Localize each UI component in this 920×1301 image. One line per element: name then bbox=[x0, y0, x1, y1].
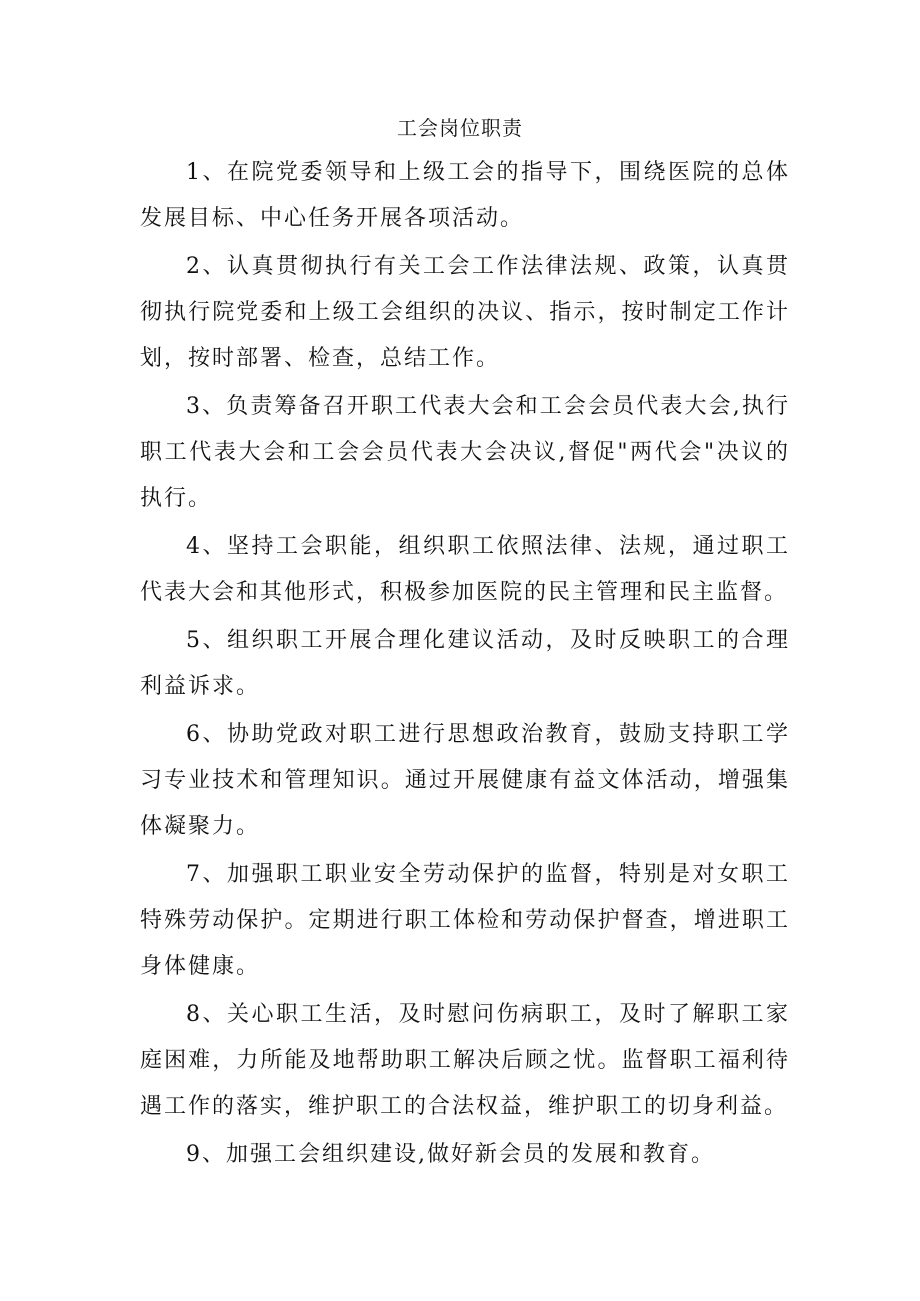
paragraph-2: 2、认真贯彻执行有关工会工作法律法规、政策，认真贯彻执行院党委和上级工会组织的决议、指示，按时制定工作计划，按时部署、检查，总结工作。 bbox=[140, 254, 790, 371]
paragraph-5: 5、组织职工开展合理化建议活动，及时反映职工的合理利益诉求。 bbox=[140, 628, 790, 699]
paragraph-4: 4、坚持工会职能，组织职工依照法律、法规，通过职工代表大会和其他形式，积极参加医院的民主管理和民主监督。 bbox=[140, 534, 790, 605]
document-body bbox=[140, 150, 790, 1178]
paragraph-9: 9、加强工会组织建设,做好新会员的发展和教育。 bbox=[186, 1142, 715, 1167]
paragraph-3: 3、负责筹备召开职工代表大会和工会会员代表大会,执行职工代表大会和工会会员代表大会决议,督促"两代会"决议的执行。 bbox=[140, 394, 790, 511]
paragraph-7: 7、加强职工职业安全劳动保护的监督，特别是对女职工特殊劳动保护。定期进行职工体检和劳动保护督查，增进职工身体健康。 bbox=[140, 862, 790, 979]
paragraph-1: 1、在院党委领导和上级工会的指导下，围绕医院的总体发展目标、中心任务开展各项活动。 bbox=[140, 160, 790, 231]
paragraph-6: 6、协助党政对职工进行思想政治教育，鼓励支持职工学习专业技术和管理知识。通过开展健康有益文体活动，增强集体凝聚力。 bbox=[140, 722, 790, 839]
document-title: 工会岗位职责 bbox=[397, 116, 523, 140]
paragraph-8: 8、关心职工生活，及时慰问伤病职工，及时了解职工家庭困难，力所能及地帮助职工解决后顾之忧。监督职工福利待遇工作的落实，维护职工的合法权益，维护职工的切身利益。 bbox=[140, 1002, 790, 1119]
